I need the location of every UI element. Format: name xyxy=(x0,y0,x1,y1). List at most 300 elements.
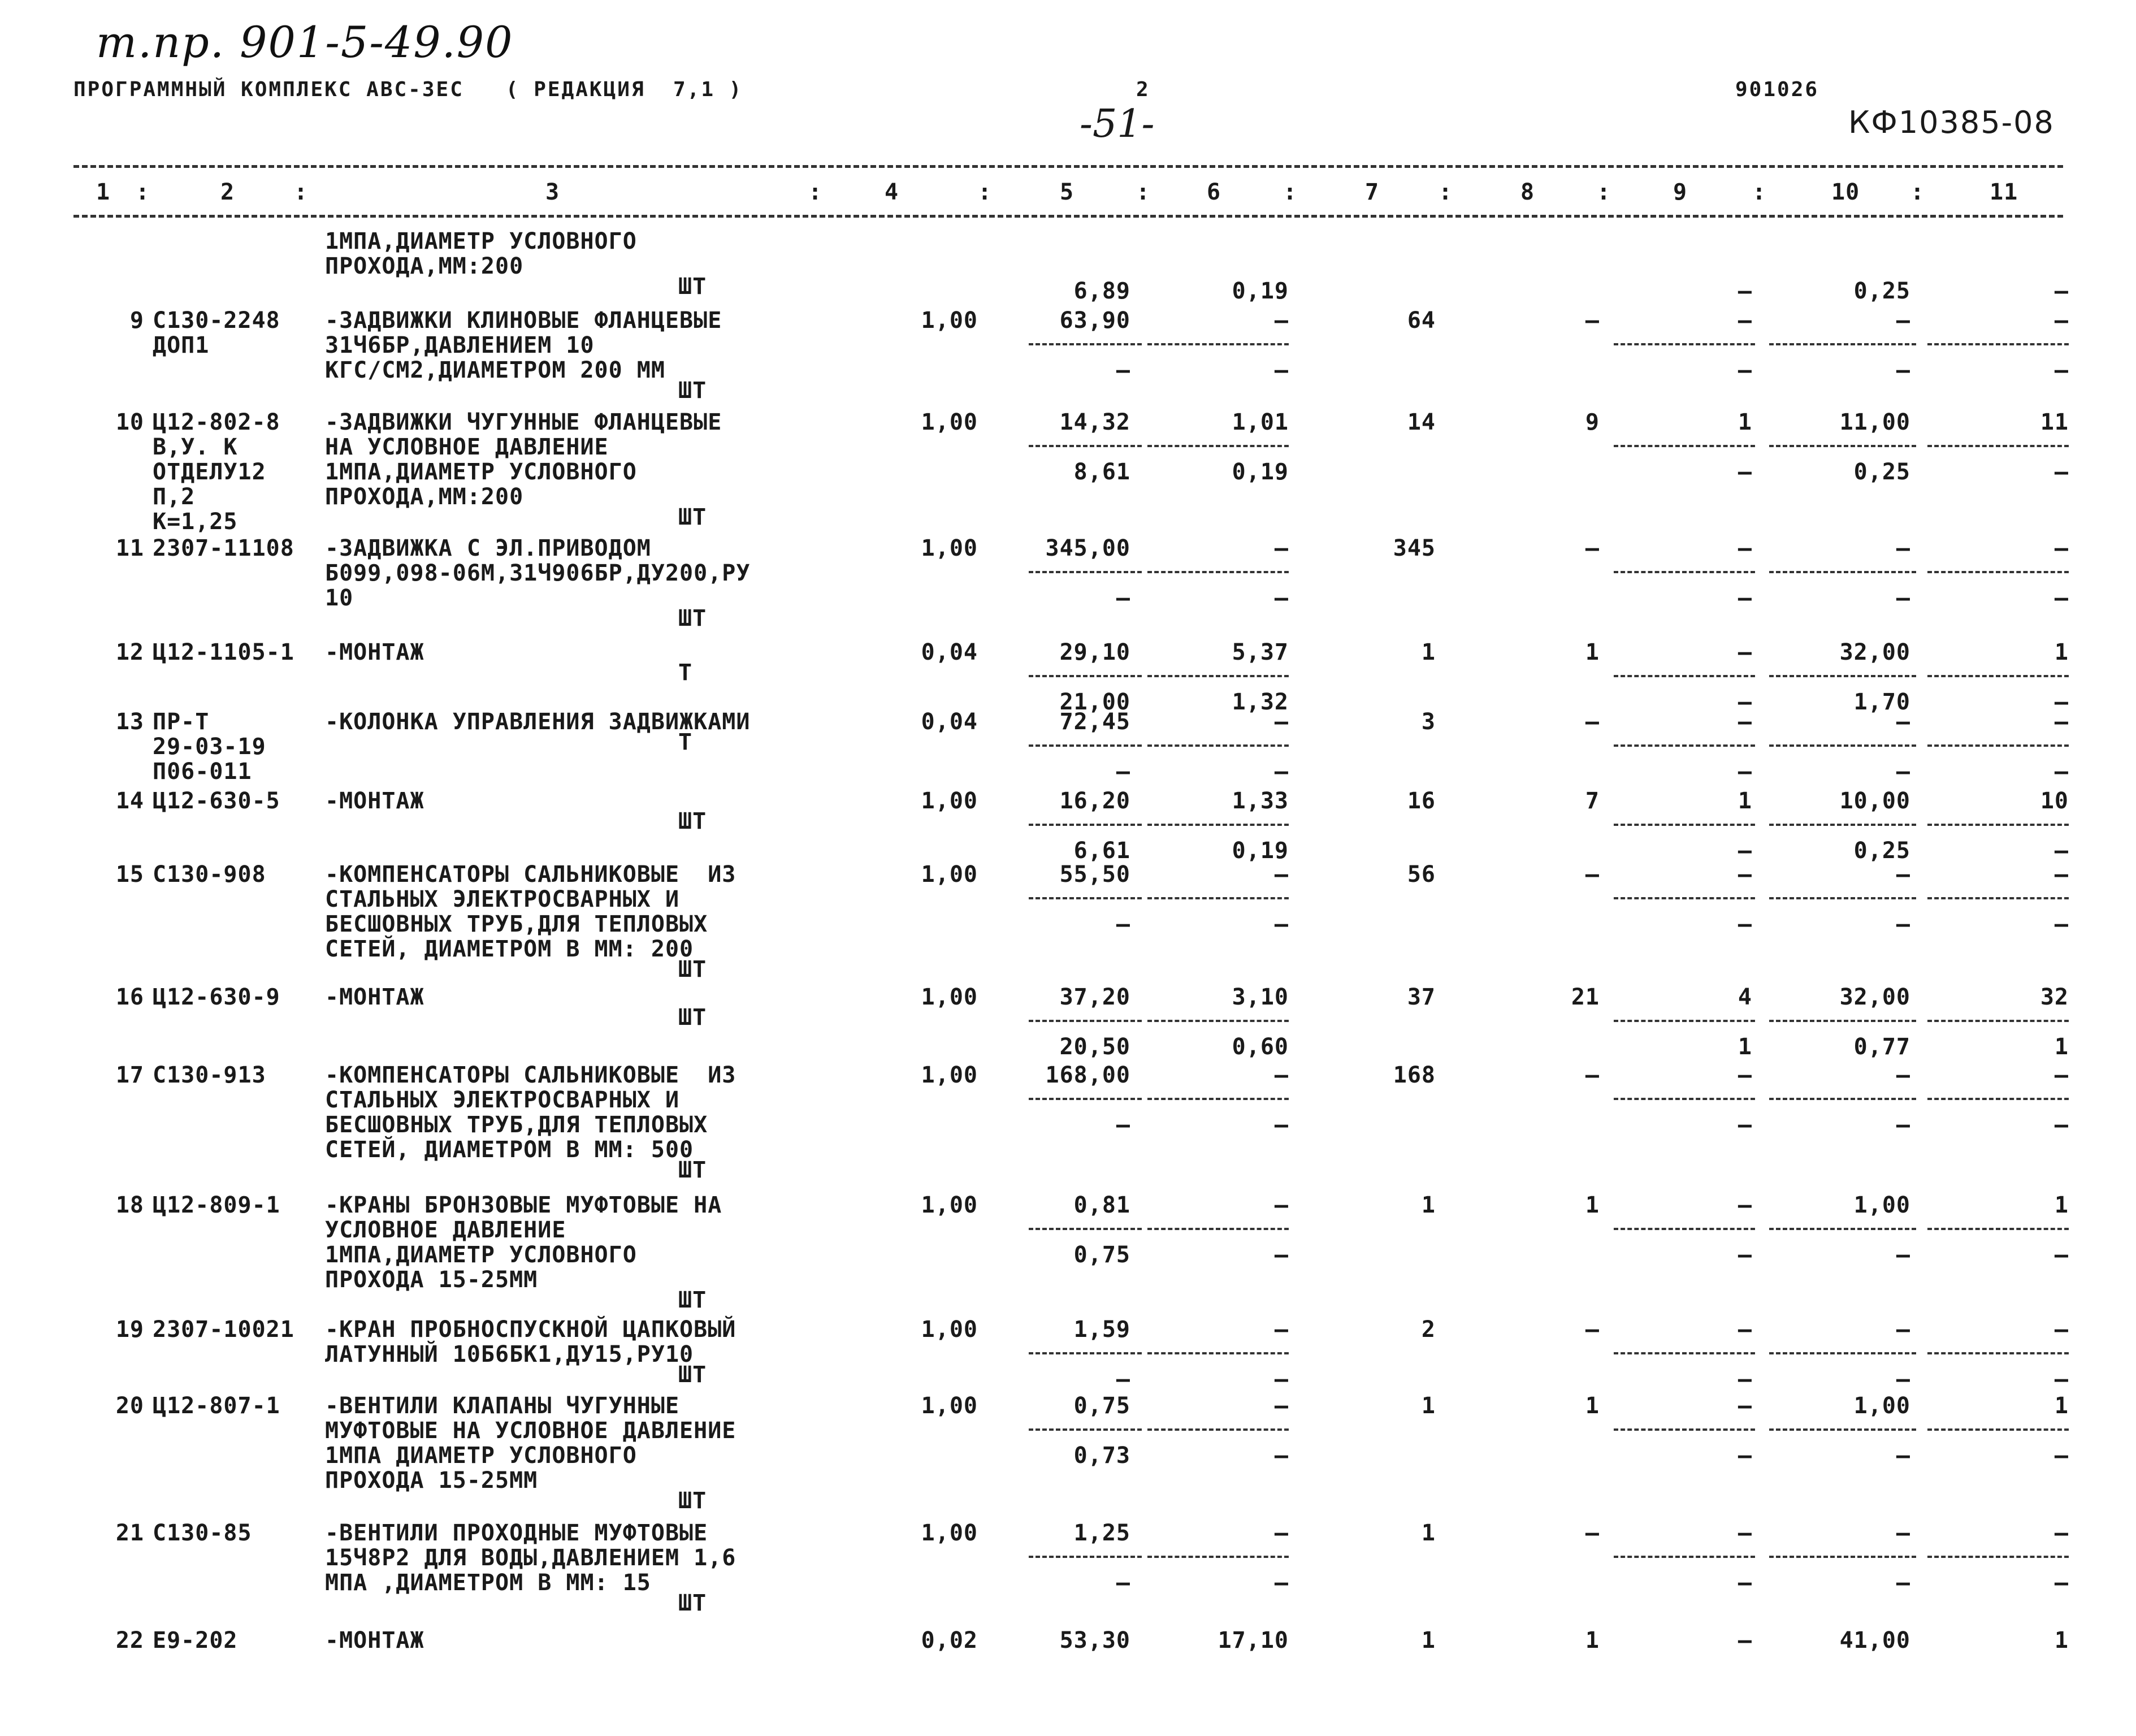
header-rule-top xyxy=(73,165,2063,168)
program-header: ПРОГРАММНЫЙ КОМПЛЕКС АВС-3ЕС ( РЕДАКЦИЯ 7,1 ) xyxy=(73,78,743,101)
cost-unit-machine-wages: – xyxy=(1274,1443,1289,1469)
labor-unit: 1,00 xyxy=(1853,1192,1910,1218)
machine-wages-total: – xyxy=(1738,459,1752,485)
cost-unit-total: 53,30 xyxy=(1059,1627,1130,1653)
row-number: 11 xyxy=(115,535,144,561)
cost-unit-wages: 1,01 xyxy=(1232,409,1289,435)
labor-unit: – xyxy=(1896,535,1910,561)
cell-divider-line xyxy=(1769,343,1916,345)
item-description: 15Ч8Р2 ДЛЯ ВОДЫ,ДАВЛЕНИЕМ 1,6 xyxy=(325,1545,736,1571)
norm-code: П,2 xyxy=(153,484,196,510)
unit-of-measure: ШТ xyxy=(678,1590,707,1616)
wages-total: – xyxy=(1585,709,1600,735)
labor-machine-total: – xyxy=(2054,278,2069,304)
cost-unit-total: 29,10 xyxy=(1059,639,1130,665)
cell-divider-line xyxy=(1769,1228,1916,1230)
labor-machine-unit: 0,25 xyxy=(1853,838,1910,864)
wages-total: – xyxy=(1585,861,1600,888)
quantity: 1,00 xyxy=(921,984,978,1010)
cost-unit-total: 0,75 xyxy=(1073,1393,1130,1419)
page-number: -51- xyxy=(1080,102,1155,146)
unit-of-measure: ШТ xyxy=(678,605,707,631)
column-header: 2 xyxy=(220,179,235,205)
labor-machine-total: – xyxy=(2054,838,2069,864)
cell-divider-line xyxy=(1769,744,1916,747)
cell-divider-line xyxy=(1029,744,1142,747)
machine-wages: 1 xyxy=(1738,409,1752,435)
norm-code: Ц12-809-1 xyxy=(153,1192,280,1218)
cost-unit-wages: 5,37 xyxy=(1232,639,1289,665)
quantity: 1,00 xyxy=(921,1393,978,1419)
machine-wages: – xyxy=(1738,308,1752,334)
cost-unit-machine-wages: – xyxy=(1274,1112,1289,1138)
column-header: 9 xyxy=(1673,179,1688,205)
cell-divider-line xyxy=(1927,1020,2069,1022)
quantity: 0,02 xyxy=(921,1627,978,1653)
unit-of-measure: ШТ xyxy=(678,274,707,300)
cell-divider-line xyxy=(1769,1020,1916,1022)
column-header: 5 xyxy=(1060,179,1075,205)
quantity: 1,00 xyxy=(921,535,978,561)
cost-unit-machines: – xyxy=(1116,585,1130,611)
item-description: МПА ,ДИАМЕТРОМ В ММ: 15 xyxy=(325,1570,651,1596)
row-number: 13 xyxy=(115,709,144,735)
item-description: -МОНТАЖ xyxy=(325,1627,424,1653)
cost-unit-total: 345,00 xyxy=(1045,535,1130,561)
labor-unit: 32,00 xyxy=(1839,984,1910,1010)
norm-code: Ц12-630-9 xyxy=(153,984,280,1010)
machine-wages-total: – xyxy=(1738,911,1752,937)
cell-divider-line xyxy=(1147,1098,1289,1100)
norm-code: С130-908 xyxy=(153,861,266,888)
cell-divider-line xyxy=(1769,897,1916,899)
labor-total: – xyxy=(2054,1317,2069,1343)
row-number: 14 xyxy=(115,788,144,814)
machine-wages-total: – xyxy=(1738,1570,1752,1596)
item-description: ПРОХОДА 15-25ММ xyxy=(325,1467,538,1493)
cost-unit-machine-wages: 0,19 xyxy=(1232,459,1289,485)
cell-divider-line xyxy=(1147,824,1289,826)
quantity: 1,00 xyxy=(921,1317,978,1343)
labor-machine-unit: – xyxy=(1896,1570,1910,1596)
cost-unit-machine-wages: – xyxy=(1274,1366,1289,1392)
row-number: 21 xyxy=(115,1520,144,1546)
cell-divider-line xyxy=(1029,571,1142,573)
cell-divider-line xyxy=(1769,571,1916,573)
row-number: 17 xyxy=(115,1062,144,1088)
cell-divider-line xyxy=(1614,897,1755,899)
labor-unit: – xyxy=(1896,1317,1910,1343)
cell-divider-line xyxy=(1927,897,2069,899)
labor-total: 1 xyxy=(2054,1192,2069,1218)
cost-total: 16 xyxy=(1407,788,1436,814)
doc-code: 901026 xyxy=(1735,78,1819,101)
cost-unit-total: 1,59 xyxy=(1073,1317,1130,1343)
column-header: 6 xyxy=(1207,179,1221,205)
unit-of-measure: Т xyxy=(678,729,693,755)
sheet-number: 2 xyxy=(1136,78,1150,101)
wages-total: 21 xyxy=(1571,984,1600,1010)
cell-divider-line xyxy=(1029,824,1142,826)
cell-divider-line xyxy=(1029,445,1142,447)
item-description: 1МПА,ДИАМЕТР УСЛОВНОГО xyxy=(325,459,637,485)
cost-unit-machines: 6,61 xyxy=(1073,838,1130,864)
cost-unit-total: 37,20 xyxy=(1059,984,1130,1010)
item-description: -МОНТАЖ xyxy=(325,639,424,665)
cost-unit-total: 1,25 xyxy=(1073,1520,1130,1546)
cell-divider-line xyxy=(1614,445,1755,447)
item-description: -ЗАДВИЖКИ КЛИНОВЫЕ ФЛАНЦЕВЫЕ xyxy=(325,308,722,334)
cell-divider-line xyxy=(1927,1428,2069,1431)
cell-divider-line xyxy=(1927,1352,2069,1354)
machine-wages-total: – xyxy=(1738,838,1752,864)
machine-wages-total: 1 xyxy=(1738,1034,1752,1060)
item-description: -КОМПЕНСАТОРЫ САЛЬНИКОВЫЕ ИЗ xyxy=(325,1062,736,1088)
cost-unit-machines: – xyxy=(1116,1570,1130,1596)
labor-total: 10 xyxy=(2040,788,2069,814)
machine-wages: 4 xyxy=(1738,984,1752,1010)
cell-divider-line xyxy=(1614,1428,1755,1431)
cost-unit-wages: – xyxy=(1274,709,1289,735)
cost-unit-wages: – xyxy=(1274,1062,1289,1088)
row-number: 22 xyxy=(115,1627,144,1653)
item-description: КГС/СМ2,ДИАМЕТРОМ 200 ММ xyxy=(325,357,665,383)
cost-unit-machine-wages: 1,32 xyxy=(1232,689,1289,715)
cell-divider-line xyxy=(1029,897,1142,899)
labor-total: 1 xyxy=(2054,639,2069,665)
cell-divider-line xyxy=(1147,897,1289,899)
item-description: СЕТЕЙ, ДИАМЕТРОМ В ММ: 200 xyxy=(325,936,694,962)
machine-wages-total: – xyxy=(1738,585,1752,611)
norm-code: В,У. К xyxy=(153,434,238,460)
column-separator: : xyxy=(978,179,993,205)
quantity: 1,00 xyxy=(921,1062,978,1088)
row-number: 15 xyxy=(115,861,144,888)
cost-total: 1 xyxy=(1421,1192,1436,1218)
cost-unit-total: 0,81 xyxy=(1073,1192,1130,1218)
norm-code: Ц12-630-5 xyxy=(153,788,280,814)
labor-total: 1 xyxy=(2054,1393,2069,1419)
cost-unit-wages: – xyxy=(1274,861,1289,888)
machine-wages-total: – xyxy=(1738,689,1752,715)
labor-total: 1 xyxy=(2054,1627,2069,1653)
cell-divider-line xyxy=(1927,1228,2069,1230)
quantity: 1,00 xyxy=(921,861,978,888)
item-description: МУФТОВЫЕ НА УСЛОВНОЕ ДАВЛЕНИЕ xyxy=(325,1418,736,1444)
norm-code: 2307-11108 xyxy=(153,535,294,561)
column-separator: : xyxy=(1136,179,1151,205)
norm-code: Ц12-807-1 xyxy=(153,1393,280,1419)
labor-machine-unit: – xyxy=(1896,1366,1910,1392)
unit-of-measure: ШТ xyxy=(678,1005,707,1031)
norm-code: С130-85 xyxy=(153,1520,252,1546)
item-description: 1МПА,ДИАМЕТР УСЛОВНОГО xyxy=(325,228,637,254)
cell-divider-line xyxy=(1029,343,1142,345)
unit-of-measure: ШТ xyxy=(678,504,707,530)
column-header: 11 xyxy=(1990,179,2018,205)
unit-of-measure: ШТ xyxy=(678,1287,707,1313)
cell-divider-line xyxy=(1927,675,2069,677)
wages-total: – xyxy=(1585,1062,1600,1088)
cost-unit-total: 63,90 xyxy=(1059,308,1130,334)
cost-unit-machines: 21,00 xyxy=(1059,689,1130,715)
header-rule-bottom xyxy=(73,215,2063,218)
cost-unit-machines: 20,50 xyxy=(1059,1034,1130,1060)
unit-of-measure: ШТ xyxy=(678,808,707,834)
labor-machine-unit: – xyxy=(1896,1242,1910,1268)
cell-divider-line xyxy=(1147,445,1289,447)
item-description: СТАЛЬНЫХ ЭЛЕКТРОСВАРНЫХ И xyxy=(325,1087,680,1113)
quantity: 1,00 xyxy=(921,788,978,814)
cell-divider-line xyxy=(1029,1098,1142,1100)
cell-divider-line xyxy=(1147,1352,1289,1354)
cost-unit-machine-wages: 0,19 xyxy=(1232,278,1289,304)
cost-unit-wages: 17,10 xyxy=(1218,1627,1289,1653)
cell-divider-line xyxy=(1927,1098,2069,1100)
cell-divider-line xyxy=(1927,824,2069,826)
norm-code: Ц12-1105-1 xyxy=(153,639,294,665)
labor-total: – xyxy=(2054,861,2069,888)
machine-wages: – xyxy=(1738,861,1752,888)
labor-unit: 41,00 xyxy=(1839,1627,1910,1653)
cost-unit-machines: – xyxy=(1116,911,1130,937)
quantity: 0,04 xyxy=(921,639,978,665)
cell-divider-line xyxy=(1769,1352,1916,1354)
labor-unit: 1,00 xyxy=(1853,1393,1910,1419)
machine-wages: – xyxy=(1738,1520,1752,1546)
column-header: 4 xyxy=(885,179,899,205)
cell-divider-line xyxy=(1769,1098,1916,1100)
cost-total: 168 xyxy=(1393,1062,1436,1088)
labor-machine-total: – xyxy=(2054,1570,2069,1596)
cost-unit-machine-wages: 0,60 xyxy=(1232,1034,1289,1060)
item-description: 10 xyxy=(325,585,354,611)
wages-total: 1 xyxy=(1585,1393,1600,1419)
cell-divider-line xyxy=(1927,571,2069,573)
column-header: 1 xyxy=(96,179,111,205)
labor-total: – xyxy=(2054,709,2069,735)
norm-code: ОТДЕЛУ12 xyxy=(153,459,266,485)
item-description: СЕТЕЙ, ДИАМЕТРОМ В ММ: 500 xyxy=(325,1137,694,1163)
labor-machine-total: – xyxy=(2054,759,2069,785)
column-separator: : xyxy=(1283,179,1298,205)
machine-wages-total: – xyxy=(1738,1443,1752,1469)
labor-unit: – xyxy=(1896,861,1910,888)
wages-total: 1 xyxy=(1585,639,1600,665)
item-description: ПРОХОДА,ММ:200 xyxy=(325,484,524,510)
cell-divider-line xyxy=(1769,824,1916,826)
cost-unit-machines: 0,75 xyxy=(1073,1242,1130,1268)
cell-divider-line xyxy=(1927,343,2069,345)
cell-divider-line xyxy=(1769,675,1916,677)
machine-wages: – xyxy=(1738,639,1752,665)
cost-unit-machines: 0,73 xyxy=(1073,1443,1130,1469)
machine-wages-total: – xyxy=(1738,1112,1752,1138)
item-description: 1МПА ДИАМЕТР УСЛОВНОГО xyxy=(325,1443,637,1469)
unit-of-measure: ШТ xyxy=(678,1157,707,1183)
cell-divider-line xyxy=(1147,343,1289,345)
cell-divider-line xyxy=(1927,445,2069,447)
column-header: 3 xyxy=(545,179,560,205)
cell-divider-line xyxy=(1769,445,1916,447)
wages-total: – xyxy=(1585,535,1600,561)
item-description: 1МПА,ДИАМЕТР УСЛОВНОГО xyxy=(325,1242,637,1268)
labor-machine-unit: 0,25 xyxy=(1853,459,1910,485)
labor-machine-unit: 1,70 xyxy=(1853,689,1910,715)
cost-unit-machine-wages: 0,19 xyxy=(1232,838,1289,864)
item-description: 31Ч6БР,ДАВЛЕНИЕМ 10 xyxy=(325,332,595,358)
cell-divider-line xyxy=(1614,744,1755,747)
cost-total: 37 xyxy=(1407,984,1436,1010)
row-number: 9 xyxy=(129,308,144,334)
item-description: НА УСЛОВНОЕ ДАВЛЕНИЕ xyxy=(325,434,609,460)
labor-total: – xyxy=(2054,535,2069,561)
cost-unit-machine-wages: – xyxy=(1274,1570,1289,1596)
cost-unit-machines: – xyxy=(1116,357,1130,383)
wages-total: – xyxy=(1585,1317,1600,1343)
cost-unit-machine-wages: – xyxy=(1274,759,1289,785)
labor-unit: 32,00 xyxy=(1839,639,1910,665)
cell-divider-line xyxy=(1029,1228,1142,1230)
column-separator: : xyxy=(294,179,309,205)
wages-total: 1 xyxy=(1585,1627,1600,1653)
handwritten-code: КФ10385-08 xyxy=(1848,105,2055,140)
row-number: 12 xyxy=(115,639,144,665)
cost-total: 1 xyxy=(1421,639,1436,665)
norm-code: Е9-202 xyxy=(153,1627,238,1653)
wages-total: – xyxy=(1585,308,1600,334)
column-separator: : xyxy=(808,179,823,205)
labor-unit: – xyxy=(1896,1520,1910,1546)
norm-code: 29-03-19 xyxy=(153,734,266,760)
machine-wages: 1 xyxy=(1738,788,1752,814)
handwritten-title: т.пр. 901-5-49.90 xyxy=(96,17,514,67)
column-header: 10 xyxy=(1831,179,1860,205)
wages-total: 9 xyxy=(1585,409,1600,435)
cell-divider-line xyxy=(1029,1352,1142,1354)
cost-total: 1 xyxy=(1421,1393,1436,1419)
item-description: -КОМПЕНСАТОРЫ САЛЬНИКОВЫЕ ИЗ xyxy=(325,861,736,888)
wages-total: 1 xyxy=(1585,1192,1600,1218)
cost-unit-machines: – xyxy=(1116,759,1130,785)
cell-divider-line xyxy=(1769,1428,1916,1431)
item-description: -МОНТАЖ xyxy=(325,788,424,814)
item-description: -МОНТАЖ xyxy=(325,984,424,1010)
item-description: -ВЕНТИЛИ ПРОХОДНЫЕ МУФТОВЫЕ xyxy=(325,1520,708,1546)
cost-unit-total: 16,20 xyxy=(1059,788,1130,814)
labor-machine-unit: – xyxy=(1896,759,1910,785)
cell-divider-line xyxy=(1029,1556,1142,1558)
cell-divider-line xyxy=(1147,1020,1289,1022)
quantity: 0,04 xyxy=(921,709,978,735)
cost-total: 1 xyxy=(1421,1520,1436,1546)
column-separator: : xyxy=(1439,179,1453,205)
cost-unit-total: 168,00 xyxy=(1045,1062,1130,1088)
machine-wages-total: – xyxy=(1738,1366,1752,1392)
item-description: ПРОХОДА 15-25ММ xyxy=(325,1267,538,1293)
wages-total: 7 xyxy=(1585,788,1600,814)
quantity: 1,00 xyxy=(921,1192,978,1218)
cost-total: 14 xyxy=(1407,409,1436,435)
item-description: -ВЕНТИЛИ КЛАПАНЫ ЧУГУННЫЕ xyxy=(325,1393,680,1419)
machine-wages: – xyxy=(1738,535,1752,561)
cell-divider-line xyxy=(1614,1020,1755,1022)
machine-wages: – xyxy=(1738,1317,1752,1343)
machine-wages: – xyxy=(1738,1627,1752,1653)
labor-machine-unit: – xyxy=(1896,357,1910,383)
item-description: СТАЛЬНЫХ ЭЛЕКТРОСВАРНЫХ И xyxy=(325,886,680,912)
cost-unit-wages: 3,10 xyxy=(1232,984,1289,1010)
cell-divider-line xyxy=(1769,1556,1916,1558)
column-header: 7 xyxy=(1365,179,1380,205)
labor-total: – xyxy=(2054,1062,2069,1088)
machine-wages: – xyxy=(1738,1393,1752,1419)
machine-wages-total: – xyxy=(1738,278,1752,304)
cell-divider-line xyxy=(1147,1556,1289,1558)
cell-divider-line xyxy=(1147,744,1289,747)
wages-total: – xyxy=(1585,1520,1600,1546)
item-description: ЛАТУННЫЙ 10Б6БК1,ДУ15,РУ10 xyxy=(325,1341,694,1367)
cost-total: 2 xyxy=(1421,1317,1436,1343)
labor-machine-total: – xyxy=(2054,459,2069,485)
cost-unit-total: 55,50 xyxy=(1059,861,1130,888)
item-description: -КРАН ПРОБНОСПУСКНОЙ ЦАПКОВЫЙ xyxy=(325,1317,736,1343)
item-description: -ЗАДВИЖКИ ЧУГУННЫЕ ФЛАНЦЕВЫЕ xyxy=(325,409,722,435)
labor-machine-total: 1 xyxy=(2054,1034,2069,1060)
column-header: 8 xyxy=(1520,179,1535,205)
labor-machine-unit: 0,77 xyxy=(1853,1034,1910,1060)
unit-of-measure: ШТ xyxy=(678,956,707,982)
row-number: 10 xyxy=(115,409,144,435)
labor-machine-total: – xyxy=(2054,1443,2069,1469)
quantity: 1,00 xyxy=(921,1520,978,1546)
cost-unit-wages: 1,33 xyxy=(1232,788,1289,814)
cell-divider-line xyxy=(1147,571,1289,573)
cost-unit-wages: – xyxy=(1274,1393,1289,1419)
norm-code: П06-011 xyxy=(153,759,252,785)
unit-of-measure: ШТ xyxy=(678,378,707,404)
cost-total: 64 xyxy=(1407,308,1436,334)
cost-unit-total: 14,32 xyxy=(1059,409,1130,435)
machine-wages-total: – xyxy=(1738,357,1752,383)
labor-machine-unit: – xyxy=(1896,1112,1910,1138)
labor-total: – xyxy=(2054,308,2069,334)
labor-machine-total: – xyxy=(2054,689,2069,715)
labor-unit: 10,00 xyxy=(1839,788,1910,814)
labor-unit: – xyxy=(1896,1062,1910,1088)
cell-divider-line xyxy=(1147,1428,1289,1431)
cell-divider-line xyxy=(1029,675,1142,677)
labor-machine-total: – xyxy=(2054,1242,2069,1268)
cost-unit-machine-wages: – xyxy=(1274,357,1289,383)
labor-unit: – xyxy=(1896,308,1910,334)
machine-wages-total: – xyxy=(1738,1242,1752,1268)
cost-total: 56 xyxy=(1407,861,1436,888)
quantity: 1,00 xyxy=(921,308,978,334)
cost-unit-wages: – xyxy=(1274,1520,1289,1546)
item-description: БЕСШОВНЫХ ТРУБ,ДЛЯ ТЕПЛОВЫХ xyxy=(325,1112,708,1138)
cell-divider-line xyxy=(1147,1228,1289,1230)
cost-unit-machines: – xyxy=(1116,1366,1130,1392)
norm-code: К=1,25 xyxy=(153,509,238,535)
item-description: Б099,098-06М,31Ч906БР,ДУ200,РУ xyxy=(325,560,751,586)
labor-total: 11 xyxy=(2040,409,2069,435)
machine-wages: – xyxy=(1738,1192,1752,1218)
cost-unit-machines: 8,61 xyxy=(1073,459,1130,485)
cell-divider-line xyxy=(1927,744,2069,747)
row-number: 16 xyxy=(115,984,144,1010)
cell-divider-line xyxy=(1029,1020,1142,1022)
